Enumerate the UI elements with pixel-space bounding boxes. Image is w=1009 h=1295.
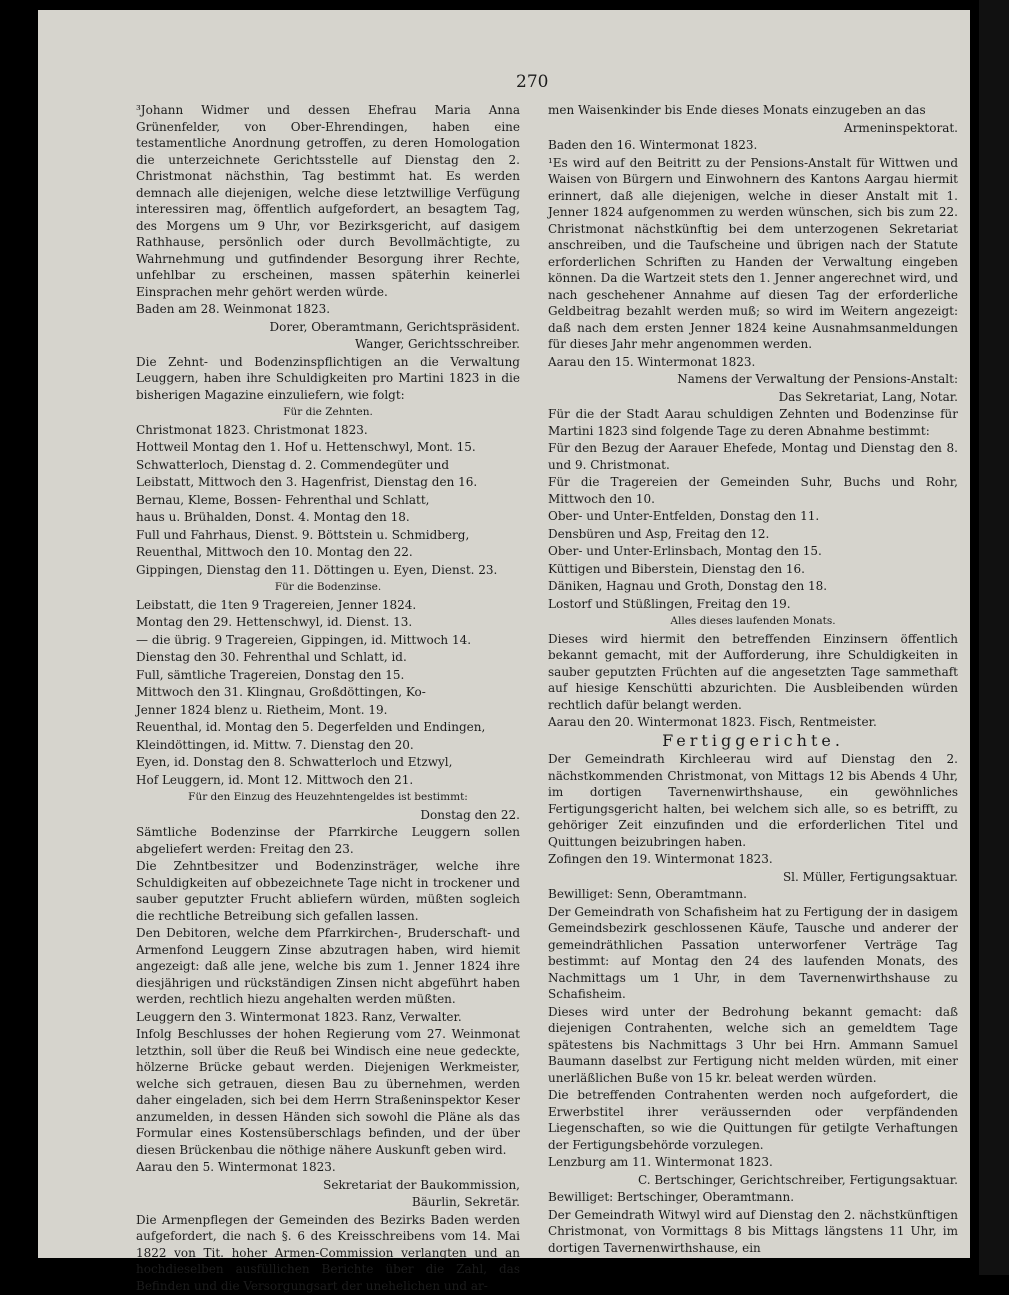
right-paragraph: Fertiggerichte.: [662, 730, 844, 750]
left-paragraph: Sekretariat der Baukommission,: [323, 1177, 520, 1192]
right-paragraph: Armeninspektorat.: [844, 120, 958, 135]
right-paragraph: Baden den 16. Wintermonat 1823.: [548, 138, 758, 152]
right-paragraph: Für die Tragereien der Gemeinden Suhr, Buchs und Rohr, Mittwoch den 10.: [548, 475, 958, 506]
right-paragraph: Für den Bezug der Aarauer Ehefede, Montag und Dienstag den 8. und 9. Christmonat.: [548, 441, 958, 472]
left-paragraph: Leuggern den 3. Wintermonat 1823. Ranz, Verwalter.: [136, 1009, 462, 1024]
left-paragraph: — die übrig. 9 Tragereien, Gippingen, id. Mittwoch 14.: [136, 632, 472, 647]
right-paragraph: Das Sekretariat, Lang, Notar.: [778, 389, 958, 404]
right-paragraph: Bewilliget: Senn, Oberamtmann.: [548, 887, 747, 901]
left-paragraph: Donstag den 22.: [420, 807, 520, 822]
right-paragraph: Der Gemeindrath von Schafisheim hat zu Fertigung der in dasigem Gemeindsbezirk geschlossenen Käufe, Tausche und anderer der gemeindräthlichen Passation unterworfener Verträge Tag bestimmt: auf Montag den 24 des laufenden Monats, des Nachmittags um 1 Uhr, in dem Tavernenwirthshause zu Schafisheim.: [548, 904, 958, 1001]
left-paragraph: Für die Zehnten.: [283, 406, 373, 418]
left-paragraph: Montag den 29. Hettenschwyl, id. Dienst. 13.: [136, 615, 413, 629]
left-paragraph: Reuenthal, id. Montag den 5. Degerfelden und Endingen,: [136, 720, 486, 734]
right-paragraph: Dieses wird unter der Bedrohung bekannt gemacht: daß diejenigen Contrahenten, welche sich an gemeldtem Tage spätestens bis Nachmittags 3 Uhr bei Hrn. Ammann Samuel Baumann daselbst zur Fertigung nicht melden würden, mit einer unerläßlichen Buße von 15 kr. beleat werden würden.: [548, 1004, 958, 1085]
left-paragraph: Den Debitoren, welche dem Pfarrkirchen-, Bruderschaft- und Armenfond Leuggern Zinse abzutragen haben, wird hiemit angezeigt: daß alle jene, welche bis zum 1. Jenner 1824 ihre diesjährigen und rückständigen Zinsen nicht abgeführt haben werden, rechtlich hiezu angehalten werden müßten.: [136, 926, 520, 1006]
right-paragraph: Däniken, Hagnau und Groth, Donstag den 18.: [548, 579, 828, 593]
left-paragraph: Bernau, Kleme, Bossen- Fehrenthal und Schlatt,: [136, 492, 430, 507]
left-paragraph: Schwatterloch, Dienstag d. 2. Commendegüter und: [136, 457, 450, 472]
left-paragraph: Für den Einzug des Heuzehntengeldes ist bestimmt:: [188, 791, 468, 803]
left-paragraph: Wanger, Gerichtsschreiber.: [355, 337, 520, 351]
left-paragraph: Jenner 1824 blenz u. Rietheim, Mont. 19.: [136, 702, 388, 717]
left-paragraph: Hottweil Montag den 1. Hof u. Hettenschwyl, Mont. 15.: [136, 440, 476, 454]
right-paragraph: Aarau den 20. Wintermonat 1823. Fisch, Rentmeister.: [548, 715, 877, 729]
right-paragraph: men Waisenkinder bis Ende dieses Monats einzugeben an das: [548, 103, 926, 117]
right-paragraph: C. Bertschinger, Gerichtschreiber, Fertigungsaktuar.: [637, 1172, 958, 1187]
left-paragraph: Leibstatt, Mittwoch den 3. Hagenfrist, Dienstag den 16.: [136, 475, 478, 489]
right-paragraph: Der Gemeindrath Witwyl wird auf Dienstag den 2. nächstkünftigen Christmonat, von Vormittags 8 bis Mittags längstens 11 Uhr, im dortigen Tavernenwirthshause, ein: [548, 1207, 958, 1255]
left-paragraph: ³Johann Widmer und dessen Ehefrau Maria Anna Grünenfelder, von Ober-Ehrendingen, haben eine testamentliche Anordnung getroffen, zu deren Homologation die unterzeichnete Gerichtsstelle auf Dienstag den 2. Christmonat nächsthin, Tag bestimmt hat. Es werden demnach alle diejenigen, welche diese letztwillige Verfügung interessiren mag, öffentlich aufgefordert, an besagtem Tag, des Morgens um 9 Uhr, vor Bezirksgericht, auf dasigem Rathhause, persönlich oder durch Bevollmächtigte, zu Wahrnehmung und gutfindender Besorgung ihrer Rechte, unfehlbar zu erscheinen, massen späterhin keinerlei Einsprachen mehr gehört werden würde.: [136, 103, 520, 299]
right-paragraph: Bewilliget: Bertschinger, Oberamtmann.: [548, 1190, 795, 1204]
right-paragraph: Aarau den 15. Wintermonat 1823.: [548, 354, 756, 369]
left-paragraph: Dorer, Oberamtmann, Gerichtspräsident.: [269, 319, 520, 334]
left-paragraph: Die Zehntbesitzer und Bodenzinsträger, welche ihre Schuldigkeiten auf obbezeichnete Tage nicht in trockener und sauber geputzter Frucht abliefern würden, müßten sogleich die rechtliche Betreibung sich gefallen lassen.: [136, 859, 520, 923]
left-column: [136, 102, 520, 1295]
left-paragraph: Bäurlin, Sekretär.: [411, 1195, 520, 1209]
left-paragraph: Leibstatt, die 1ten 9 Tragereien, Jenner 1824.: [136, 597, 417, 612]
left-paragraph: Dienstag den 30. Fehrenthal und Schlatt, id.: [136, 650, 407, 664]
left-paragraph: Die Zehnt- und Bodenzinspflichtigen an die Verwaltung Leuggern, haben ihre Schuldigkeiten pro Martini 1823 in die bisherigen Magazine einzuliefern, wie folgt:: [136, 354, 520, 402]
left-paragraph: Baden am 28. Weinmonat 1823.: [136, 302, 331, 316]
right-paragraph: Für die der Stadt Aarau schuldigen Zehnten und Bodenzinse für Martini 1823 sind folgende Tage zu deren Abnahme bestimmt:: [548, 407, 958, 438]
left-paragraph: Reuenthal, Mittwoch den 10. Montag den 22.: [136, 545, 413, 559]
right-paragraph: Ober- und Unter-Entfelden, Donstag den 11.: [548, 509, 820, 523]
left-paragraph: Sämtliche Bodenzinse der Pfarrkirche Leuggern sollen abgeliefert werden: Freitag den 23.: [136, 825, 520, 856]
left-paragraph: Gippingen, Dienstag den 11. Döttingen u. Eyen, Dienst. 23.: [136, 562, 498, 577]
right-paragraph: Dieses wird hiermit den betreffenden Einzinsern öffentlich bekannt gemacht, mit der Aufforderung, ihre Schuldigkeiten in sauber geputzten Früchten auf die angesetzten Tage sammethaft auf hiesige Kenschütti abzurichten. Die Ausbleibenden würden rechtlich dafür belangt werden.: [548, 631, 958, 712]
right-paragraph: ¹Es wird auf den Beitritt zu der Pensions-Anstalt für Wittwen und Waisen von Bürgern und Einwohnern des Kantons Aargau hiermit erinnert, daß alle diejenigen, welche in dieser Anstalt mit 1. Jenner 1824 aufgenommen zu werden wünschen, sich bis zum 22. Christmonat nächstkünftig bei dem unterzogenen Sekretariat anschreiben, und die Taufscheine und übrigen nach der Statute erforderlichen Schriften zu Handen der Verwaltung eingeben können. Da die Wartzeit stets den 1. Jenner angerechnet wird, und nach geschehener Annahme auf diesen Tag der erforderliche Geldbeitrag bezahlt werden muß; so wird im Weitern angezeigt: daß nach dem ersten Jenner 1824 keine Ausnahmsanmeldungen für dieses Jahr mehr angenommen werden.: [548, 155, 958, 351]
right-paragraph: Die betreffenden Contrahenten werden noch aufgefordert, die Erwerbstitel ihrer veräussernden oder verpfändenden Liegenschaften, so wie die Quittungen für getilgte Verhaftungen der Fertigungsbehörde vorzulegen.: [548, 1088, 958, 1152]
page-number: 270: [516, 72, 549, 92]
right-paragraph: Der Gemeindrath Kirchleerau wird auf Dienstag den 2. nächstkommenden Christmonat, von Mittags 12 bis Abends 4 Uhr, im dortigen Tavernenwirthshause, ein gewöhnliches Fertigungsgericht halten, bei welchem sich alle, so es betrifft, zu gehöriger Zeit einzufinden und die erforderlichen Titel und Quittungen beizubringen haben.: [548, 752, 958, 849]
left-paragraph: Mittwoch den 31. Klingnau, Großdöttingen, Ko-: [136, 685, 426, 699]
scan-border: [979, 0, 1009, 1275]
right-column: [548, 102, 958, 1257]
left-paragraph: haus u. Brühalden, Donst. 4. Montag den 18.: [136, 510, 410, 524]
right-paragraph: Lenzburg am 11. Wintermonat 1823.: [548, 1155, 773, 1169]
left-paragraph: Aarau den 5. Wintermonat 1823.: [136, 1160, 336, 1174]
left-paragraph: Infolg Beschlusses der hohen Regierung vom 27. Weinmonat letzthin, soll über die Reuß bei Windisch eine neue gedeckte, hölzerne Brücke gebaut werden. Diejenigen Werkmeister, welche sich getrauen, diesen Bau zu übernehmen, werden daher eingeladen, sich bei dem Herrn Straßeninspektor Keser anzumelden, in dessen Händen sich sowohl die Pläne als das Formular eines Kostensüberschlags befinden, und der über diesen Brückenbau die nöthige nähere Auskunft geben wird.: [136, 1027, 520, 1157]
right-paragraph: Zofingen den 19. Wintermonat 1823.: [548, 852, 773, 866]
left-paragraph: Für die Bodenzinse.: [274, 581, 382, 593]
right-paragraph: Küttigen und Biberstein, Dienstag den 16.: [548, 561, 805, 576]
newspaper-page: [38, 10, 970, 1293]
right-paragraph: Namens der Verwaltung der Pensions-Anstalt:: [677, 372, 958, 386]
right-paragraph: Ober- und Unter-Erlinsbach, Montag den 15.: [548, 544, 822, 558]
left-paragraph: Christmonat 1823. Christmonat 1823.: [136, 422, 368, 437]
left-paragraph: Full und Fahrhaus, Dienst. 9. Böttstein u. Schmidberg,: [136, 527, 470, 542]
right-paragraph: Sl. Müller, Fertigungsaktuar.: [782, 869, 958, 884]
right-paragraph: Lostorf und Stüßlingen, Freitag den 19.: [548, 596, 791, 611]
left-paragraph: Kleindöttingen, id. Mittw. 7. Dienstag den 20.: [136, 737, 414, 752]
right-paragraph: Alles dieses laufenden Monats.: [670, 615, 836, 627]
left-paragraph: Die Armenpflegen der Gemeinden des Bezirks Baden werden aufgefordert, die nach §. 6 des Kreisschreibens vom 14. Mai 1822 von Tit. hoher Armen-Commission verlangten und an hochdieselben ausfüllichen Berichte über die Zahl, das Befinden und die Versorgungsart der unehelichen und ar-: [136, 1212, 520, 1293]
left-paragraph: Eyen, id. Donstag den 8. Schwatterloch und Etzwyl,: [136, 755, 453, 769]
left-paragraph: Full, sämtliche Tragereien, Donstag den 15.: [136, 667, 405, 682]
right-paragraph: Densbüren und Asp, Freitag den 12.: [548, 526, 770, 541]
left-paragraph: Hof Leuggern, id. Mont 12. Mittwoch den 21.: [136, 772, 414, 787]
